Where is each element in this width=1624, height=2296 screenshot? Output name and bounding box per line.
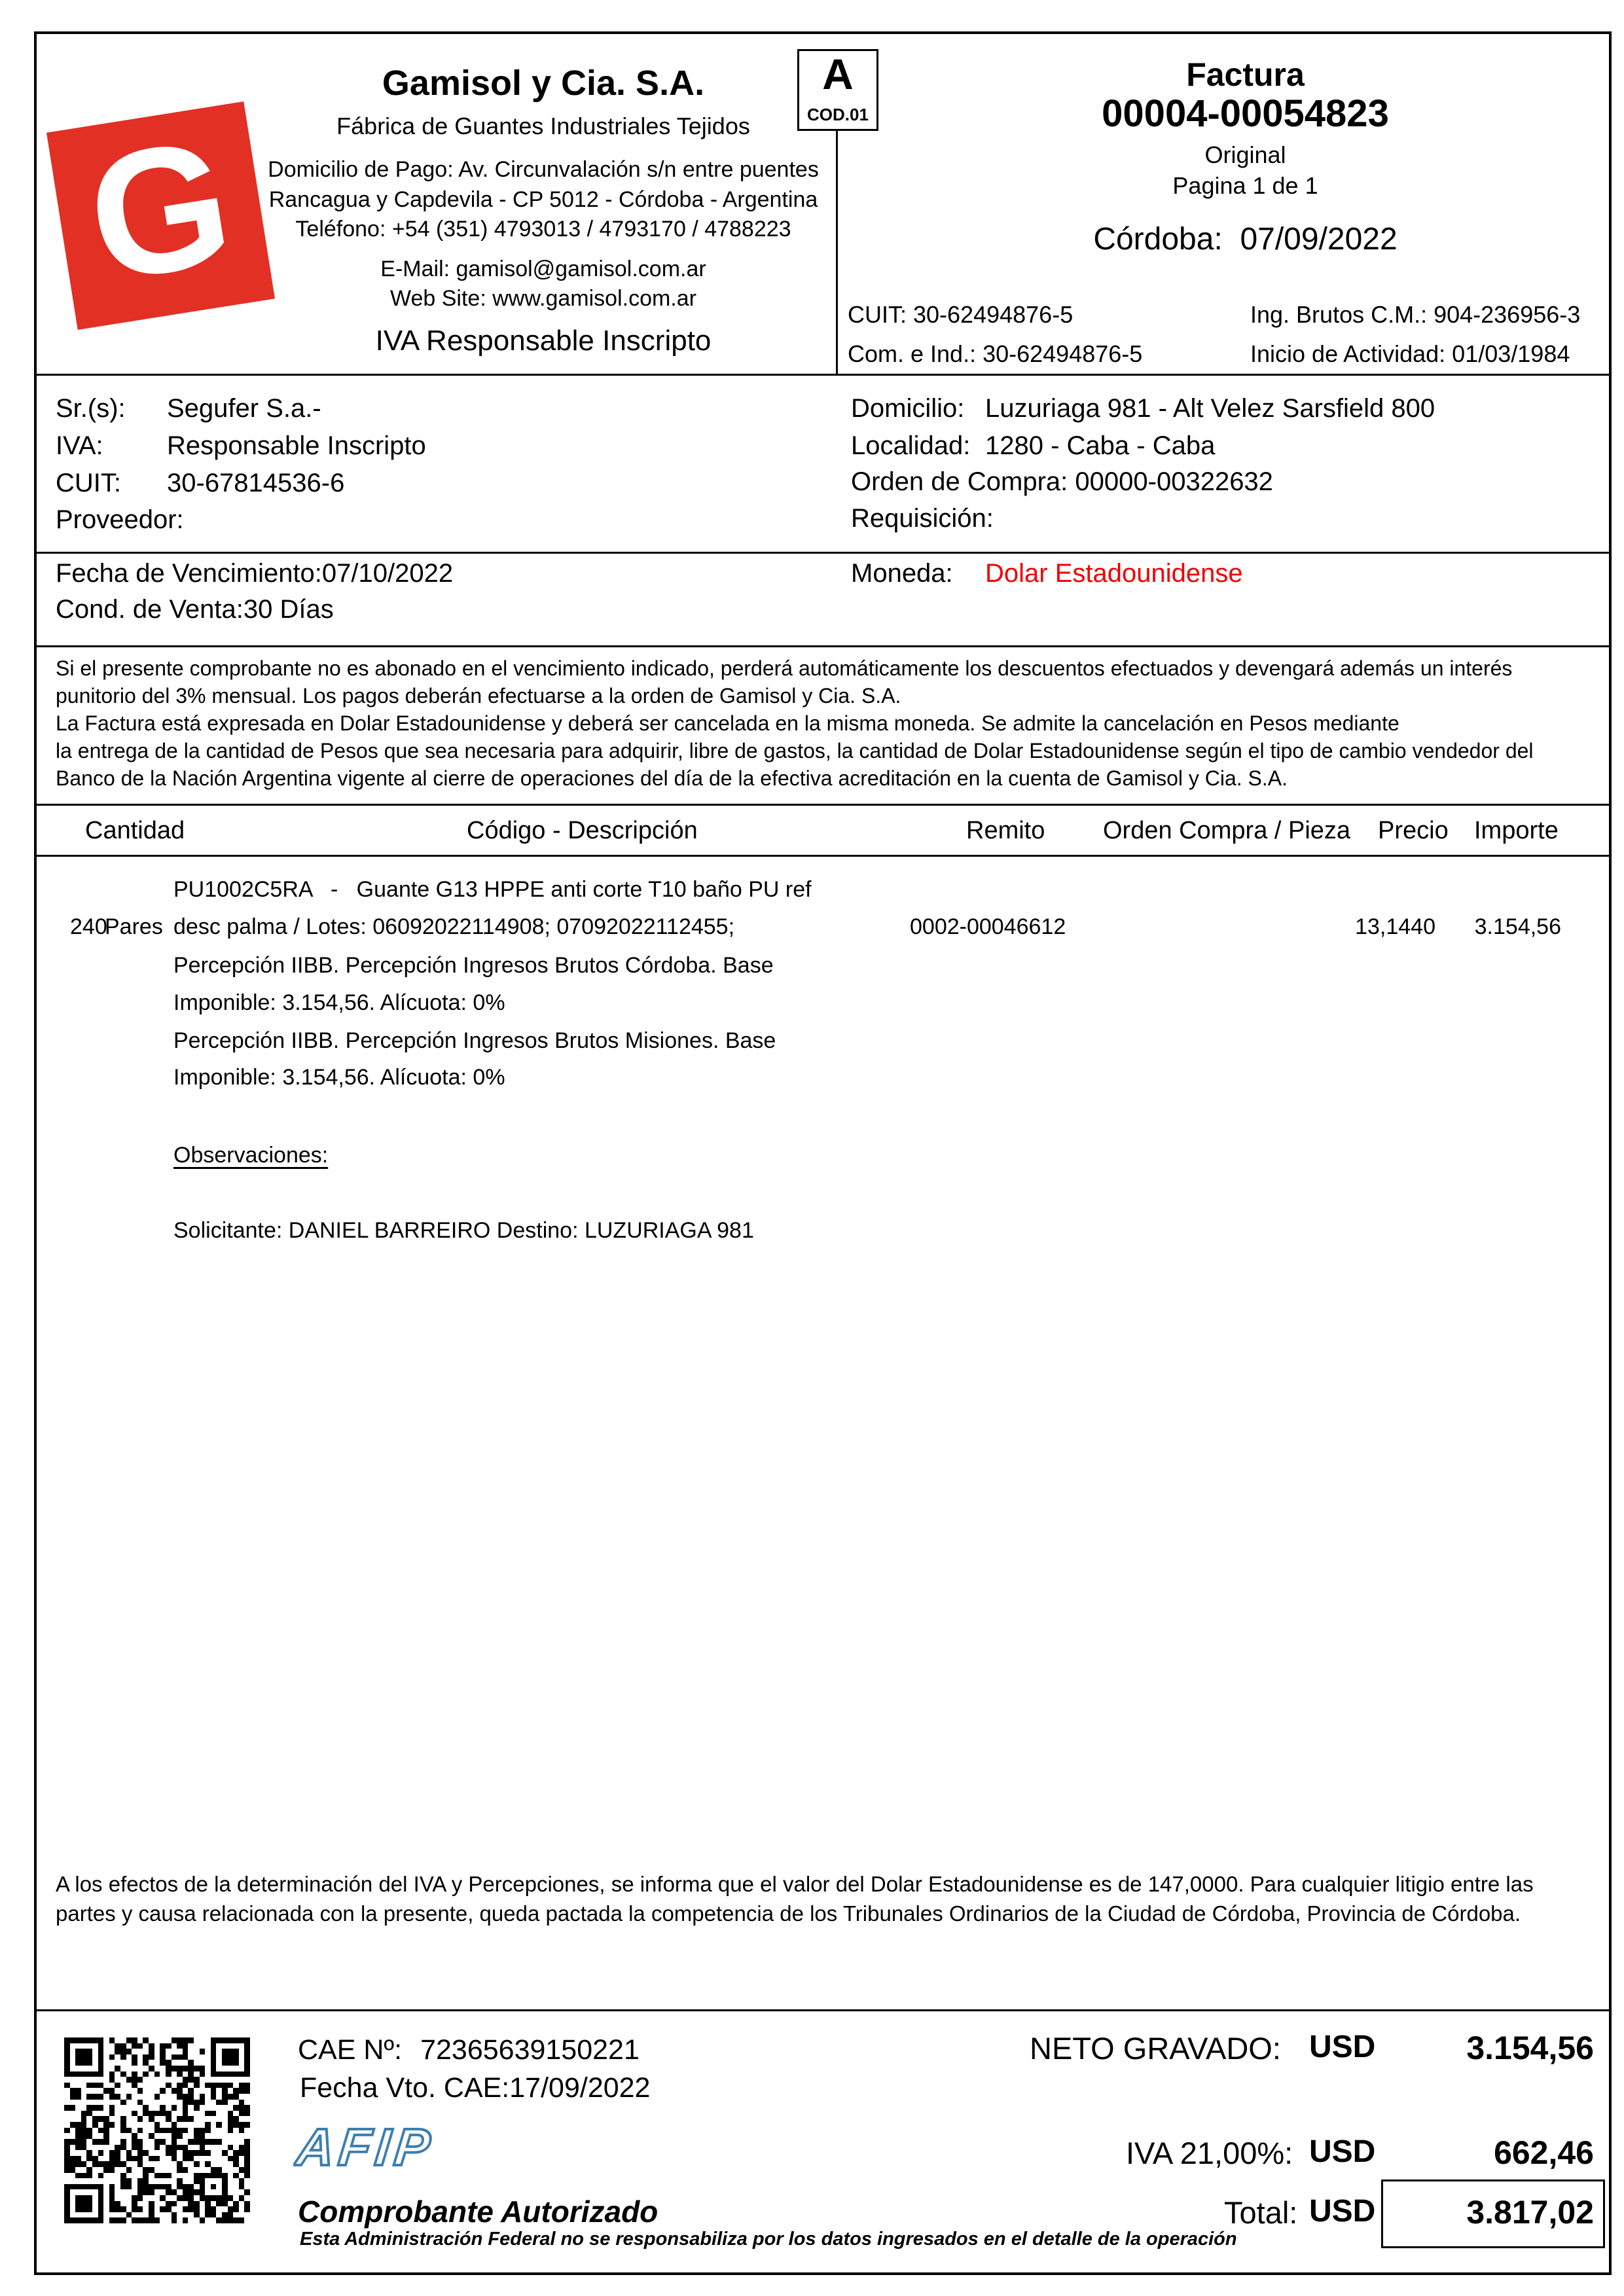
- cond-venta-row: [56, 595, 334, 624]
- neto-gravado-label: NETO GRAVADO:: [1030, 2031, 1281, 2066]
- customer-orden-row: [851, 467, 1273, 497]
- col-header-codigo-descripcion: Código - Descripción: [467, 817, 698, 844]
- col-header-remito: Remito: [966, 817, 1045, 844]
- customer-name: Segufer S.a.-: [167, 394, 321, 423]
- legal-note: [56, 1869, 1534, 1928]
- cond-venta-label: Cond. de Venta:: [56, 595, 244, 624]
- customer-localidad: 1280 - Caba - Caba: [985, 431, 1216, 460]
- invoice-copy: Original: [1204, 141, 1286, 168]
- invoice-title: Factura: [1186, 56, 1305, 93]
- vencimiento-label: Fecha de Vencimiento:: [56, 559, 322, 588]
- item-desc-line: desc palma / Lotes: 06092022114908; 07092022112455;: [173, 914, 735, 939]
- terms-line: Si el presente comprobante no es abonado en el vencimiento indicado, perderá automáticamente los descuentos efectuados y devengará además un interés: [56, 656, 1513, 680]
- customer-requisicion-label: Requisición:: [851, 504, 994, 533]
- customer-cuit-label: CUIT:: [56, 469, 121, 497]
- cae-vto-row: [300, 2072, 650, 2104]
- invoice-class-code: COD.01: [807, 105, 869, 124]
- divider-customer: [34, 552, 1609, 554]
- solicitante-line: Solicitante: DANIEL BARREIRO Destino: LUZURIAGA 981: [173, 1218, 754, 1243]
- vencimiento-row: [56, 559, 453, 588]
- moneda-row: [851, 559, 1243, 588]
- invoice-date: 07/09/2022: [1240, 222, 1398, 257]
- item-desc-line: Percepción IIBB. Percepción Ingresos Brutos Córdoba. Base: [173, 953, 774, 978]
- terms-line: Banco de la Nación Argentina vigente al cierre de operaciones del día de la efectiva acreditación en la cuenta de Gamisol y Cia. S.A.: [56, 766, 1288, 790]
- company-inicio-actividad: Inicio de Actividad: 01/03/1984: [1250, 340, 1570, 367]
- company-cuit: CUIT: 30-62494876-5: [848, 301, 1074, 328]
- company-email: E-Mail: gamisol@gamisol.com.ar: [380, 257, 706, 281]
- moneda-label: Moneda:: [851, 559, 953, 588]
- invoice-class-box: [797, 49, 878, 131]
- col-header-importe: Importe: [1474, 817, 1559, 844]
- company-subtitle: Fábrica de Guantes Industriales Tejidos: [336, 113, 750, 139]
- item-desc-line: Imponible: 3.154,56. Alícuota: 0%: [173, 990, 505, 1015]
- cae-row: [298, 2034, 640, 2066]
- customer-cuit: 30-67814536-6: [167, 469, 345, 497]
- neto-currency: USD: [1309, 2030, 1376, 2064]
- company-phone: Teléfono: +54 (351) 4793013 / 4793170 / 4788223: [295, 217, 791, 242]
- vencimiento-date: 07/10/2022: [321, 559, 454, 588]
- afip-logo-icon: [293, 2117, 509, 2179]
- terms-line: la entrega de la cantidad de Pesos que sea necesaria para adquirir, libre de gastos, la cantidad de Dolar Estadounidense según el tipo de cambio vendedor del: [56, 739, 1534, 762]
- legal-line: partes y causa relacionada con la presente, queda pactada la competencia de los Tribunales Ordinarios de la Ciudad de Córdoba, Provincia de Córdoba.: [56, 1901, 1521, 1926]
- company-ing-brutos: Ing. Brutos C.M.: 904-236956-3: [1250, 301, 1581, 328]
- terms-line: La Factura está expresada en Dolar Estadounidense y deberá ser cancelada en la misma moneda. Se admite la cancelación en Pesos mediante: [56, 711, 1399, 735]
- customer-domicilio-label: Domicilio:: [851, 394, 965, 423]
- cae-number: 72365639150221: [420, 2034, 640, 2066]
- legal-line: A los efectos de la determinación del IVA y Percepciones, se informa que el valor del Dolar Estadounidense es de 147,0000. Para cualquier litigio entre las: [56, 1872, 1534, 1896]
- company-com-ind: Com. e Ind.: 30-62494876-5: [848, 340, 1143, 367]
- observaciones-label: Observaciones:: [173, 1143, 329, 1168]
- company-name: Gamisol y Cia. S.A.: [382, 63, 705, 103]
- col-header-cantidad: Cantidad: [85, 817, 185, 844]
- col-header-precio: Precio: [1378, 817, 1449, 844]
- item-desc-line: Percepción IIBB. Percepción Ingresos Brutos Misiones. Base: [173, 1028, 776, 1053]
- total-currency: USD: [1309, 2194, 1376, 2229]
- item-desc-line: PU1002C5RA - Guante G13 HPPE anti corte T10 baño PU ref: [173, 877, 812, 902]
- terms-paragraph: [56, 655, 1534, 792]
- invoice-number: 00004-00054823: [1102, 92, 1389, 135]
- company-address-1: Domicilio de Pago: Av. Circunvalación s/n entre puentes: [268, 157, 819, 182]
- total-label: Total:: [1224, 2195, 1298, 2230]
- afip-logo-text: AFIP: [293, 2117, 438, 2176]
- iva-currency: USD: [1309, 2134, 1376, 2169]
- item-remito: 0002-00046612: [910, 914, 1066, 939]
- invoice-class-letter: A: [822, 50, 854, 98]
- customer-name-label: Sr.(s):: [56, 394, 126, 423]
- customer-orden-label: Orden de Compra:: [851, 467, 1068, 496]
- item-unit: Pares: [105, 914, 163, 939]
- divider-table-header: [34, 855, 1609, 857]
- customer-domicilio-row: [851, 394, 1435, 423]
- customer-orden: 00000-00322632: [1075, 467, 1273, 496]
- cae-label: CAE Nº:: [298, 2034, 403, 2066]
- iva-label: IVA 21,00%:: [1126, 2136, 1293, 2170]
- customer-localidad-label: Localidad:: [851, 431, 971, 460]
- iva-value: 662,46: [1494, 2134, 1594, 2171]
- item-importe: 3.154,56: [1474, 914, 1561, 939]
- company-website: Web Site: www.gamisol.com.ar: [390, 286, 696, 311]
- customer-iva-row: [56, 431, 426, 461]
- invoice-place-date: [884, 221, 1607, 257]
- terms-line: punitorio del 3% mensual. Los pagos deberán efectuarse a la orden de Gamisol y Cia. S.A.: [56, 684, 901, 708]
- cae-vto-label: Fecha Vto. CAE:: [300, 2072, 510, 2104]
- company-logo-letter: G: [75, 100, 244, 319]
- total-value: 3.817,02: [1466, 2194, 1594, 2231]
- customer-localidad-row: [851, 431, 1215, 461]
- item-qty: 240: [70, 914, 107, 939]
- divider-header: [34, 374, 1609, 376]
- customer-domicilio: Luzuriaga 981 - Alt Velez Sarsfield 800: [985, 394, 1435, 423]
- divider-footer: [34, 2009, 1609, 2011]
- invoice-page-count: Pagina 1 de 1: [1172, 172, 1318, 199]
- cond-venta: 30 Días: [243, 595, 334, 624]
- customer-proveedor-label: Proveedor:: [56, 505, 184, 534]
- item-desc-line: Imponible: 3.154,56. Alícuota: 0%: [173, 1065, 505, 1090]
- col-header-orden-compra: Orden Compra / Pieza: [1103, 817, 1351, 844]
- customer-cuit-row: [56, 469, 344, 498]
- item-precio: 13,1440: [1355, 914, 1435, 939]
- neto-gravado-value: 3.154,56: [1466, 2030, 1594, 2066]
- company-address-2: Rancagua y Capdevila - CP 5012 - Córdoba - Argentina: [268, 187, 818, 212]
- customer-iva-label: IVA:: [56, 431, 103, 460]
- company-iva-status: IVA Responsable Inscripto: [375, 325, 712, 357]
- comprobante-autorizado: Comprobante Autorizado: [298, 2195, 659, 2229]
- invoice-city-label: Córdoba:: [1093, 222, 1223, 257]
- qr-code: [59, 2032, 255, 2229]
- customer-name-row: [56, 394, 321, 423]
- divider-terms: [34, 804, 1609, 806]
- cae-vto-date: 17/09/2022: [509, 2072, 651, 2104]
- customer-iva: Responsable Inscripto: [167, 431, 426, 460]
- divider-payment: [34, 645, 1609, 647]
- afip-disclaimer: Esta Administración Federal no se responsabiliza por los datos ingresados en el detalle de la operación: [300, 2229, 1237, 2250]
- moneda-value: Dolar Estadounidense: [985, 559, 1243, 588]
